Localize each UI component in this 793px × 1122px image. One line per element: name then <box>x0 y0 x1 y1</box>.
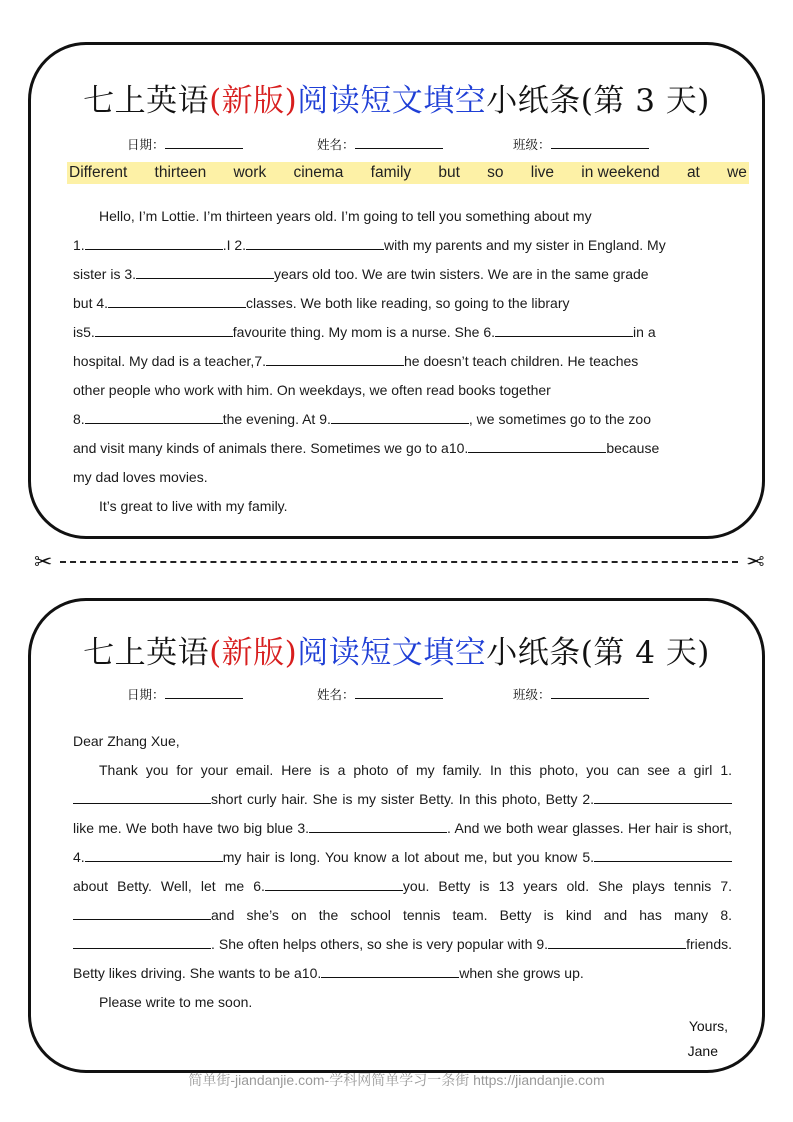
class-field[interactable]: 班级： <box>513 135 649 153</box>
passage-line: sister is 3. years old too. We are twin sisters. We are in the same grade <box>73 260 732 289</box>
word-bank-item: family <box>370 164 412 181</box>
blank-10[interactable] <box>468 437 606 453</box>
name-field[interactable]: 姓名： <box>317 685 443 703</box>
scissors-icon: ✂ <box>34 549 53 574</box>
blank-7[interactable] <box>73 904 211 920</box>
blank-10[interactable] <box>321 962 459 978</box>
word-bank-item: cinema <box>293 164 344 181</box>
word-bank <box>67 162 749 184</box>
blank-2[interactable] <box>594 788 732 804</box>
blank-9[interactable] <box>548 933 686 949</box>
blank-8[interactable] <box>73 933 211 949</box>
worksheet-card-day3 <box>28 42 765 539</box>
name-field[interactable]: 姓名： <box>317 135 443 153</box>
passage-line: and visit many kinds of animals there. Sometimes we go to a10. because <box>73 434 732 463</box>
blank-1[interactable] <box>85 234 223 250</box>
footer-watermark: 简单街-jiandanjie.com-学科网简单学习一条街 https://jiandanjie.com <box>188 1072 605 1088</box>
card-title: 七上英语(新版)阅读短文填空小纸条(第 3 天) <box>83 83 710 119</box>
passage-line: my dad loves movies. <box>73 469 208 485</box>
blank-3[interactable] <box>309 817 447 833</box>
blank-3[interactable] <box>136 263 274 279</box>
signoff: Yours, <box>688 1018 728 1034</box>
word-bank-item: Different <box>69 164 128 181</box>
passage-line: 1. .I 2. with my parents and my sister in England. My <box>73 231 732 260</box>
word-bank-item: thirteen <box>154 164 207 181</box>
blank-2[interactable] <box>246 234 384 250</box>
blank-7[interactable] <box>266 350 404 366</box>
letter-greeting: Dear Zhang Xue, <box>73 733 180 749</box>
blank-5[interactable] <box>594 846 732 862</box>
blank-4[interactable] <box>85 846 223 862</box>
blank-4[interactable] <box>108 292 246 308</box>
word-bank-item: at <box>686 164 700 181</box>
passage-line: hospital. My dad is a teacher,7. he doesn’t teach children. He teaches <box>73 347 732 376</box>
signature: Jane <box>687 1043 718 1059</box>
class-field[interactable]: 班级： <box>513 685 649 703</box>
passage-line: 8. the evening. At 9. , we sometimes go to the zoo <box>73 405 732 434</box>
word-bank-item: but <box>438 164 460 181</box>
blank-5[interactable] <box>95 321 233 337</box>
worksheet-card-day4 <box>28 598 765 1073</box>
word-bank-item: we <box>727 164 747 181</box>
scissors-icon: ✂ <box>745 549 764 574</box>
letter-paragraph: Thank you for your email. Here is a photo of my family. In this photo, you can see a girl 1.short curly hair. She is my sister Betty. In this photo, Betty 2.like me. We both have two big blue 3. . And we both wear glasses. Her hair is short, 4. my hair is long. You know a lot about me, but you know 5.about Betty. Well, let me 6. you. Betty is 13 years old. She plays tennis 7.and she’s on the school tennis team. Betty is kind and has many 8.. She often helps others, so she is very popular with 9. friends. Betty likes driving. She wants to be a10. when she grows up. <box>73 762 732 981</box>
word-bank-item: work <box>233 164 267 181</box>
word-bank-item: in weekend <box>581 164 660 181</box>
passage-line: is5. favourite thing. My mom is a nurse. She 6. in a <box>73 318 732 347</box>
blank-9[interactable] <box>331 408 469 424</box>
passage-line: other people who work with him. On weekdays, we often read books together <box>73 382 551 398</box>
blank-6[interactable] <box>265 875 403 891</box>
reading-passage <box>73 202 732 521</box>
card-title: 七上英语(新版)阅读短文填空小纸条(第 4 天) <box>83 635 710 671</box>
cut-line <box>34 550 764 574</box>
word-bank-item: live <box>530 164 555 181</box>
blank-8[interactable] <box>85 408 223 424</box>
letter-passage <box>73 727 732 1017</box>
closing-line: Please write to me soon. <box>99 994 253 1010</box>
date-field[interactable]: 日期： <box>127 135 243 153</box>
date-field[interactable]: 日期： <box>127 685 243 703</box>
blank-6[interactable] <box>495 321 633 337</box>
passage-line: Hello, I’m Lottie. I’m thirteen years old. I’m going to tell you something about my <box>99 208 592 224</box>
dashed-divider <box>60 561 738 563</box>
word-bank-item: so <box>487 164 504 181</box>
passage-line: but 4. classes. We both like reading, so going to the library <box>73 289 732 318</box>
passage-line: It’s great to live with my family. <box>99 498 288 514</box>
blank-1[interactable] <box>73 788 211 804</box>
